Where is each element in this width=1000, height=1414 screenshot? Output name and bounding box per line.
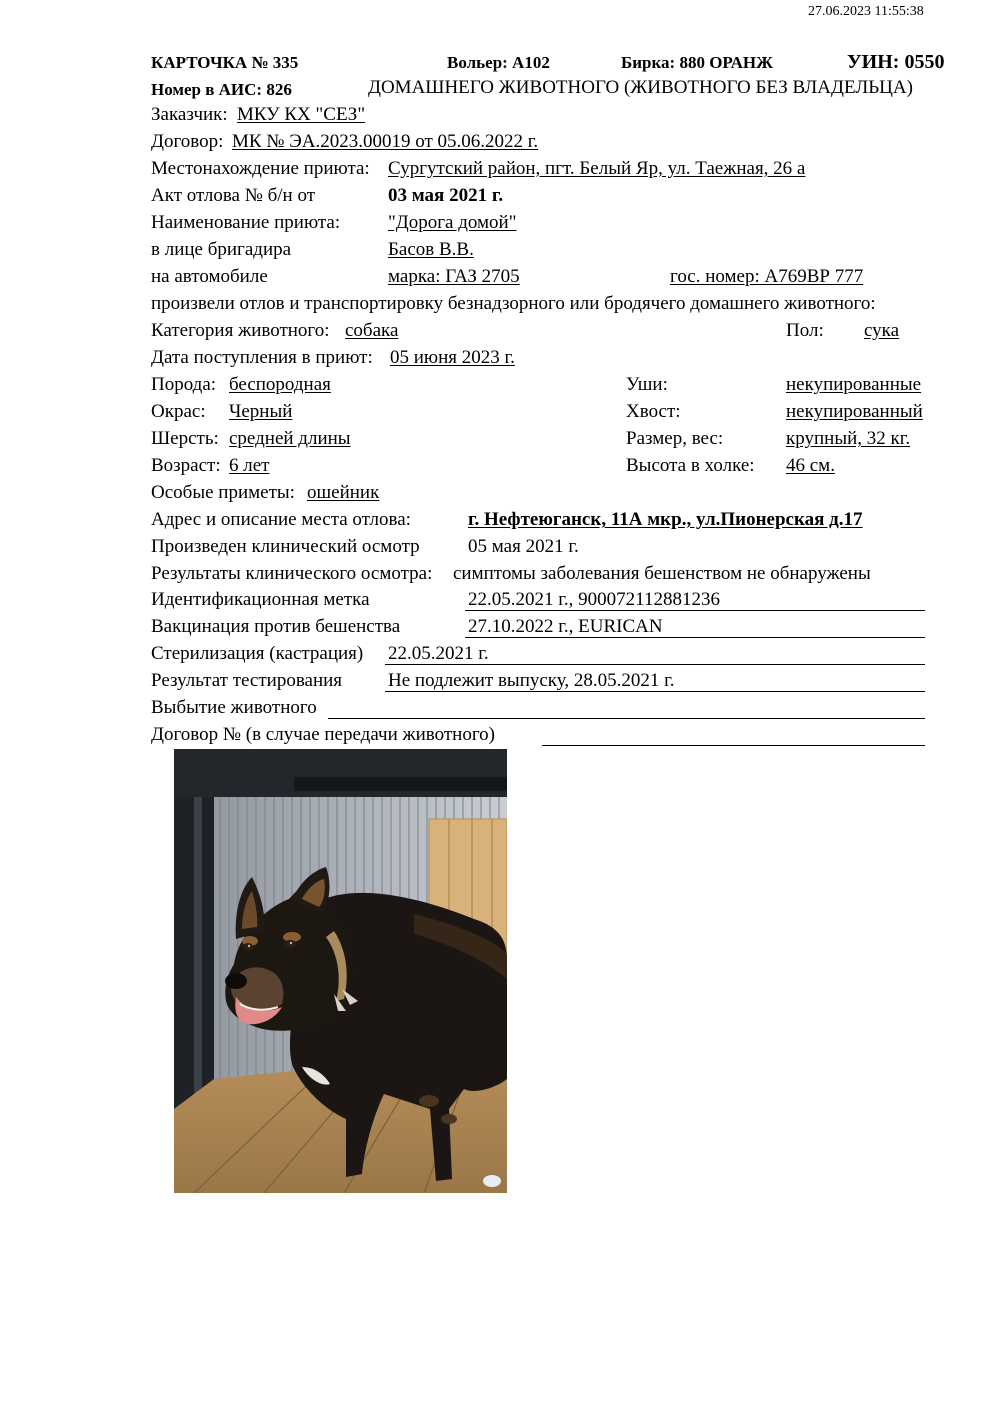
coat-label: Шерсть: bbox=[151, 428, 219, 449]
vaccination-label: Вакцинация против бешенства bbox=[151, 616, 401, 637]
color-value: Черный bbox=[229, 401, 293, 422]
sterilization-line bbox=[385, 664, 925, 665]
admission-label: Дата поступления в приют: bbox=[151, 347, 373, 368]
testing-line bbox=[385, 691, 925, 692]
foreman-label: в лице бригадира bbox=[151, 239, 292, 260]
shelter-location-value: Сургутский район, пгт. Белый Яр, ул. Таежная, 26 а bbox=[388, 158, 806, 179]
admission-value: 05 июня 2023 г. bbox=[390, 347, 515, 368]
capture-statement: произвели отлов и транспортировку безнадзорного или бродячего домашнего животного: bbox=[151, 293, 876, 314]
shelter-name-label: Наименование приюта: bbox=[151, 212, 341, 233]
document-subtitle: ДОМАШНЕГО ЖИВОТНОГО (ЖИВОТНОГО БЕЗ ВЛАДЕЛЬЦА) bbox=[368, 77, 913, 98]
shelter-name-value: "Дорога домой" bbox=[388, 212, 517, 233]
exam-results-value: симптомы заболевания бешенством не обнаружены bbox=[453, 563, 871, 584]
contract-label: Договор: bbox=[151, 131, 224, 152]
departure-line bbox=[328, 718, 925, 719]
sterilization-value: 22.05.2021 г. bbox=[388, 643, 489, 664]
departure-label: Выбытие животного bbox=[151, 697, 317, 718]
vehicle-plate: гос. номер: А769ВР 777 bbox=[670, 266, 864, 287]
exam-label: Произведен клинический осмотр bbox=[151, 536, 420, 557]
id-mark-label: Идентификационная метка bbox=[151, 589, 370, 610]
id-mark-line bbox=[465, 610, 925, 611]
age-label: Возраст: bbox=[151, 455, 221, 476]
dog-photo bbox=[174, 749, 507, 1193]
sex-label: Пол: bbox=[786, 320, 824, 341]
card-number: КАРТОЧКА № 335 bbox=[151, 53, 299, 72]
capture-address-label: Адрес и описание места отлова: bbox=[151, 509, 411, 530]
tail-label: Хвост: bbox=[626, 401, 681, 422]
vehicle-label: на автомобиле bbox=[151, 266, 268, 287]
size-weight-value: крупный, 32 кг. bbox=[786, 428, 911, 449]
marks-value: ошейник bbox=[307, 482, 380, 503]
transfer-contract-label: Договор № (в случае передачи животного) bbox=[151, 724, 495, 745]
tag-number: Бирка: 880 ОРАНЖ bbox=[621, 53, 773, 72]
foreman-value: Басов В.В. bbox=[388, 239, 474, 260]
height-label: Высота в холке: bbox=[626, 455, 755, 476]
sterilization-label: Стерилизация (кастрация) bbox=[151, 643, 364, 664]
testing-value: Не подлежит выпуску, 28.05.2021 г. bbox=[388, 670, 675, 691]
height-value: 46 см. bbox=[786, 455, 835, 476]
vaccination-line bbox=[465, 637, 925, 638]
breed-label: Порода: bbox=[151, 374, 217, 395]
category-value: собака bbox=[345, 320, 399, 341]
color-label: Окрас: bbox=[151, 401, 206, 422]
uin-number: УИН: 0550 bbox=[847, 51, 945, 73]
size-weight-label: Размер, вес: bbox=[626, 428, 724, 449]
category-label: Категория животного: bbox=[151, 320, 330, 341]
exam-results-label: Результаты клинического осмотра: bbox=[151, 563, 433, 584]
ears-label: Уши: bbox=[626, 374, 668, 395]
customer-label: Заказчик: bbox=[151, 104, 228, 125]
sex-value: сука bbox=[864, 320, 900, 341]
enclosure-number: Вольер: А102 bbox=[447, 53, 550, 72]
id-mark-value: 22.05.2021 г., 900072112881236 bbox=[468, 589, 720, 610]
tail-value: некупированный bbox=[786, 401, 923, 422]
capture-act-date: 03 мая 2021 г. bbox=[388, 185, 504, 206]
testing-label: Результат тестирования bbox=[151, 670, 343, 691]
print-timestamp: 27.06.2023 11:55:38 bbox=[808, 4, 924, 19]
vaccination-value: 27.10.2022 г., EURICAN bbox=[468, 616, 663, 637]
capture-address-value: г. Нефтеюганск, 11А мкр., ул.Пионерская д.17 bbox=[468, 509, 863, 530]
customer-value: МКУ КХ "СЕЗ" bbox=[237, 104, 366, 125]
age-value: 6 лет bbox=[229, 455, 270, 476]
capture-act-label: Акт отлова № б/н от bbox=[151, 185, 316, 206]
transfer-contract-line bbox=[542, 745, 925, 746]
coat-value: средней длины bbox=[229, 428, 351, 449]
exam-date: 05 мая 2021 г. bbox=[468, 536, 579, 557]
breed-value: беспородная bbox=[229, 374, 331, 395]
marks-label: Особые приметы: bbox=[151, 482, 295, 503]
ears-value: некупированные bbox=[786, 374, 922, 395]
contract-value: МК № ЭА.2023.00019 от 05.06.2022 г. bbox=[232, 131, 539, 152]
ais-number: Номер в АИС: 826 bbox=[151, 80, 292, 99]
vehicle-model: марка: ГАЗ 2705 bbox=[388, 266, 520, 287]
shelter-location-label: Местонахождение приюта: bbox=[151, 158, 370, 179]
